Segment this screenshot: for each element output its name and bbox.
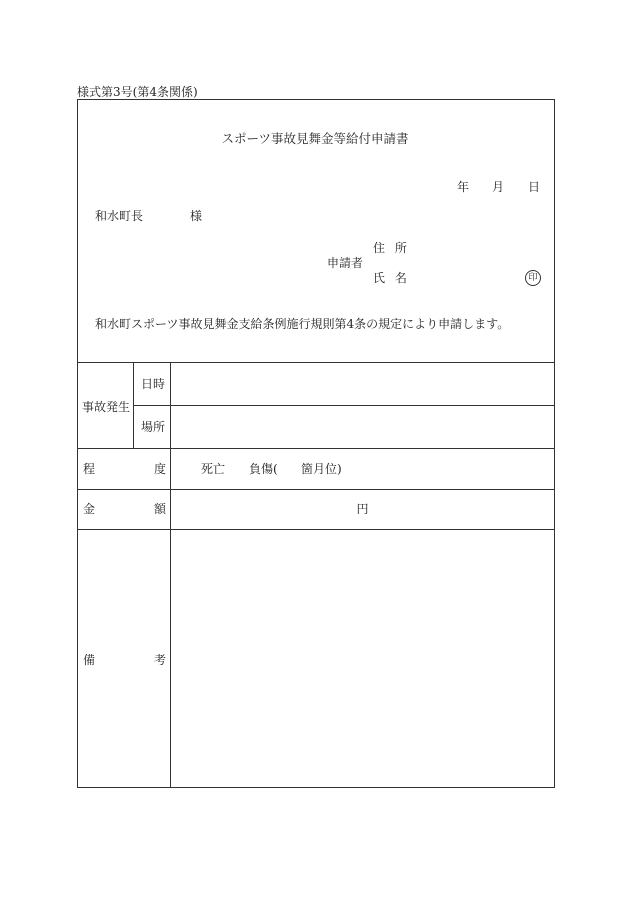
addressee-honorific: 様 (190, 209, 203, 223)
degree-label-left: 程 (83, 462, 96, 476)
applicant-label: 申請者 (327, 256, 364, 270)
remarks-label-right: 考 (154, 653, 167, 667)
addressee-name: 和水町長 (95, 209, 144, 223)
accident-degree-rule (77, 448, 555, 449)
accident-sub-rule (133, 362, 134, 448)
seal-mark: 印 (525, 270, 541, 286)
address-label: 住 所 (373, 241, 410, 255)
label-column-rule (170, 362, 171, 788)
degree-amount-rule (77, 489, 555, 490)
amount-label-left: 金 (83, 502, 96, 516)
date-year: 年 (457, 180, 470, 194)
date-month: 月 (492, 180, 505, 194)
name-label: 氏 名 (373, 271, 410, 285)
application-form-frame (77, 99, 555, 788)
amount-label-right: 額 (154, 502, 167, 516)
form-number: 様式第3号(第4条関係) (77, 85, 198, 99)
degree-months: 箇月位) (301, 462, 342, 476)
table-top-rule (77, 362, 555, 363)
application-statement: 和水町スポーツ事故見舞金支給条例施行規則第4条の規定により申請します。 (95, 317, 510, 331)
remarks-label-left: 備 (83, 653, 96, 667)
degree-injury: 負傷( (249, 462, 278, 476)
date-day: 日 (528, 180, 541, 194)
degree-label-right: 度 (154, 462, 167, 476)
datetime-label: 日時 (141, 377, 166, 391)
form-title: スポーツ事故見舞金等給付申請書 (221, 131, 409, 146)
datetime-place-rule (133, 405, 555, 406)
amount-remarks-rule (77, 529, 555, 530)
degree-death: 死亡 (201, 462, 226, 476)
accident-label: 事故発生 (82, 400, 131, 414)
place-label: 場所 (141, 420, 166, 434)
amount-unit: 円 (356, 502, 369, 516)
